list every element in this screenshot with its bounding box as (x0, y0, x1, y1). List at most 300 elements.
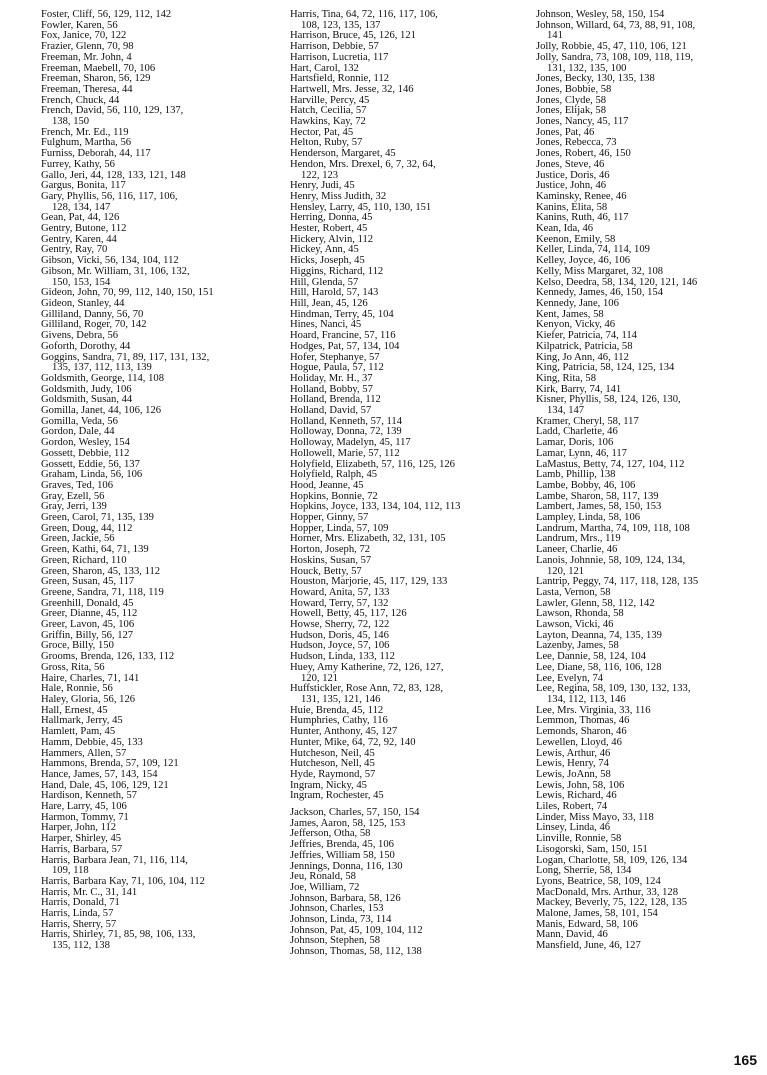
index-entry-line: Hale, Ronnie, 56 (41, 683, 113, 695)
index-entry-line: Hicks, Joseph, 45 (290, 255, 365, 267)
index-entry-line: Lewis, Henry, 74 (536, 758, 609, 770)
index-entry-line: Kelley, Joyce, 46, 106 (536, 255, 631, 267)
index-entry-line: Harris, Shirley, 71, 85, 98, 106, 133, (41, 929, 196, 941)
index-entry-continuation: 135, 137, 112, 113, 139 (52, 362, 152, 374)
index-entry-line: Givens, Debra, 56 (41, 330, 119, 342)
index-entry-line: Hines, Nanci, 45 (290, 319, 362, 331)
index-entry-line: Jeu, Ronald, 58 (290, 871, 356, 883)
index-entry-line: Fowler, Karen, 56 (41, 19, 118, 31)
index-entry-line: Jackson, Charles, 57, 150, 154 (290, 807, 420, 819)
index-entry-line: Harper, Shirley, 45 (41, 833, 122, 845)
index-entry-line: Lampley, Linda, 58, 106 (536, 512, 641, 524)
index-entry (536, 684, 762, 705)
index-entry-line: Hare, Larry, 45, 106 (41, 801, 127, 813)
index-entry-line: Holyfield, Elizabeth, 57, 116, 125, 126 (290, 458, 455, 470)
index-entry (290, 449, 522, 460)
index-entry-line: Grooms, Brenda, 126, 133, 112 (41, 651, 175, 663)
index-entry-line: Lemonds, Sharon, 46 (536, 726, 627, 738)
index-entry-line: Hamm, Debbie, 45, 133 (41, 736, 143, 748)
index-entry-line: Lewis, Arthur, 46 (536, 747, 611, 759)
index-entry-line: Hatch, Cecilia, 57 (290, 105, 367, 117)
index-entry-line: Hill, Glenda, 57 (290, 276, 359, 288)
index-entry-line: Kelly, Miss Margaret, 32, 108 (536, 265, 664, 277)
index-entry-line: Hart, Carol, 132 (290, 62, 359, 74)
index-entry-line: Gilliland, Danny, 56, 70 (41, 308, 144, 320)
index-entry-line: Helton, Ruby, 57 (290, 137, 363, 149)
index-entry-line: Johnson, Charles, 153 (290, 903, 384, 915)
index-entry-line: Lawler, Glenn, 58, 112, 142 (536, 597, 655, 609)
index-entry-line: Hartsfield, Ronnie, 112 (290, 73, 390, 85)
index-entry-line: Harper, John, 112 (41, 822, 117, 834)
index-entry-line: Lee, Dannie, 58, 124, 104 (536, 651, 647, 663)
index-entry (536, 21, 762, 42)
index-entry-line: Lambert, James, 58, 150, 153 (536, 501, 662, 513)
index-entry-line: Johnson, Thomas, 58, 112, 138 (290, 946, 422, 958)
index-entry-continuation: 134, 112, 113, 146 (547, 694, 626, 705)
index-entry-line: Johnson, Stephen, 58 (290, 935, 381, 947)
index-entry-line: Gray, Jerri, 139 (41, 501, 107, 513)
index-entry-line: Graves, Ted, 106 (41, 479, 114, 491)
index-entry (290, 160, 522, 181)
index-entry-continuation: 134, 147 (547, 405, 585, 417)
index-entry-line: Hopper, Ginny, 57 (290, 512, 369, 524)
index-entry-line: Green, Susan, 45, 117 (41, 576, 135, 588)
index-entry-continuation: 128, 134, 147 (52, 201, 111, 213)
index-entry-line: Kilpatrick, Patricia, 58 (536, 340, 633, 352)
index-entry-line: Huffstickler, Rose Ann, 72, 83, 128, (290, 683, 443, 695)
index-entry-line: Jeffries, William 58, 150 (290, 849, 395, 861)
index-entry-line: Holiday, Mr. H., 37 (290, 372, 373, 384)
index-entry-line: Mansfield, June, 46, 127 (536, 940, 641, 952)
index-entry-line: Foster, Cliff, 56, 129, 112, 142 (41, 9, 172, 20)
index-entry-line: Green, Carol, 71, 135, 139 (41, 512, 154, 524)
index-entry-line: Gean, Pat, 44, 126 (41, 212, 120, 224)
index-entry-line: Humphries, Cathy, 116 (290, 715, 388, 727)
index-entry-line: Greer, Lavon, 45, 106 (41, 619, 135, 631)
index-entry-line: Green, Richard, 110 (41, 554, 127, 566)
index-entry-continuation: 141 (547, 30, 563, 42)
page-number: 165 (733, 1052, 757, 1068)
index-entry-line: Johnson, Barbara, 58, 126 (290, 892, 401, 904)
index-entry-line: Gallo, Jeri, 44, 128, 133, 121, 148 (41, 169, 186, 181)
index-entry-line: Kaminsky, Renee, 46 (536, 190, 627, 202)
index-entry-line: Gray, Ezell, 56 (41, 490, 105, 502)
index-entry (536, 738, 762, 749)
index-entry-line: Lewis, Richard, 46 (536, 790, 617, 802)
index-entry-line: Mann, David, 46 (536, 929, 608, 941)
index-entry-line: Hill, Harold, 57, 143 (290, 287, 379, 299)
index-entry-line: MacDonald, Mrs. Arthur, 33, 128 (536, 886, 678, 898)
index-entry-line: Gordon, Dale, 44 (41, 426, 115, 438)
index-entry-line: Hopkins, Joyce, 133, 134, 104, 112, 113 (290, 501, 461, 513)
index-entry-line: Fulghum, Martha, 56 (41, 137, 132, 149)
index-entry-line: Mackey, Beverly, 75, 122, 128, 135 (536, 897, 688, 909)
index-entry (536, 374, 762, 385)
index-entry-line: Jones, Steve, 46 (536, 158, 605, 170)
index-entry-line: Howard, Terry, 57, 132 (290, 597, 389, 609)
index-entry-line: King, Rita, 58 (536, 372, 597, 384)
index-entry-line: Haley, Gloria, 56, 126 (41, 694, 136, 705)
index-entry-line: Fox, Janice, 70, 122 (41, 30, 127, 42)
index-entry (290, 947, 522, 958)
index-entry (536, 342, 762, 353)
index-entry (41, 53, 276, 64)
index-entry-line: French, David, 56, 110, 129, 137, (41, 105, 184, 117)
index-entry-line: Hammers, Allen, 57 (41, 747, 127, 759)
index-entry-line: Greenhill, Donald, 45 (41, 597, 134, 609)
index-entry-line: Gideon, John, 70, 99, 112, 140, 150, 151 (41, 287, 214, 299)
index-entry-line: Griffin, Billy, 56, 127 (41, 629, 134, 641)
index-entry-line: Lemmon, Thomas, 46 (536, 715, 630, 727)
index-entry-line: Howard, Anita, 57, 133 (290, 586, 390, 598)
index-entry-line: Greene, Sandra, 71, 118, 119 (41, 586, 164, 598)
index-entry (536, 663, 762, 674)
index-entry-line: Huie, Brenda, 45, 112 (290, 704, 384, 716)
index-entry-line: Jones, Elijak, 58 (536, 105, 607, 117)
index-entry-line: Hawkins, Kay, 72 (290, 116, 366, 128)
index-entry-line: King, Jo Ann, 46, 112 (536, 351, 629, 363)
index-entry-line: Johnson, Linda, 73, 114 (290, 914, 392, 926)
index-entry-line: Goldsmith, Judy, 106 (41, 383, 132, 395)
index-entry-line: Gentry, Butone, 112 (41, 223, 127, 235)
index-entry-line: Goforth, Dorothy, 44 (41, 340, 131, 352)
index-entry-line: Horner, Mrs. Elizabeth, 32, 131, 105 (290, 533, 446, 545)
index-entry-line: Lee, Regina, 58, 109, 130, 132, 133, (536, 683, 691, 695)
index-entry-line: Gibson, Vicki, 56, 134, 104, 112 (41, 255, 179, 267)
index-entry-line: Freeman, Mr. John, 4 (41, 51, 132, 63)
index-entry-line: James, Aaron, 58, 125, 153 (290, 817, 406, 829)
index-entry-line: Hall, Ernest, 45 (41, 704, 108, 716)
index-entry-line: Hester, Robert, 45 (290, 223, 368, 235)
index-entry-continuation: 131, 135, 121, 146 (301, 694, 381, 705)
index-entry-line: Henry, Judi, 45 (290, 180, 355, 192)
index-entry-line: Holland, Bobby, 57 (290, 383, 373, 395)
index-entry (536, 941, 762, 952)
index-entry-line: Hudson, Linda, 133, 112 (290, 651, 395, 663)
index-entry-line: Johnson, Willard, 64, 73, 88, 91, 108, (536, 19, 696, 31)
index-entry-line: Kelso, Deedra, 58, 134, 120, 121, 146 (536, 276, 698, 288)
index-entry-line: Lee, Diane, 58, 116, 106, 128 (536, 661, 662, 673)
index-entry-line: Graham, Linda, 56, 106 (41, 469, 143, 481)
index-entry-line: Holland, Kenneth, 57, 114 (290, 415, 402, 427)
index-entry (290, 663, 522, 684)
index-entry-line: Gordon, Wesley, 154 (41, 437, 130, 449)
index-entry-line: Goldsmith, Susan, 44 (41, 394, 133, 406)
index-entry-line: Freeman, Theresa, 44 (41, 83, 133, 95)
index-entry-line: Malone, James, 58, 101, 154 (536, 908, 658, 920)
index-entry (536, 395, 762, 416)
index-entry-line: Lasta, Vernon, 58 (536, 586, 611, 598)
index-entry-line: Jones, Robert, 46, 150 (536, 148, 631, 160)
index-entry-line: Hogue, Paula, 57, 112 (290, 362, 384, 374)
index-entry (290, 374, 522, 385)
index-entry-line: Green, Jackie, 56 (41, 533, 115, 545)
index-entry-line: Lamar, Lynn, 46, 117 (536, 447, 627, 459)
index-entry-line: Hutcheson, Neil, 45 (290, 747, 375, 759)
index-entry-line: Lanois, Johnnie, 58, 109, 124, 134, (536, 554, 686, 566)
index-entry-line: Hector, Pat, 45 (290, 126, 354, 138)
index-entry-line: Freeman, Maebell, 70, 106 (41, 62, 156, 74)
index-entry-line: Horton, Joseph, 72 (290, 544, 371, 556)
index-entry-line: Justice, John, 46 (536, 180, 607, 192)
index-entry (41, 342, 276, 353)
index-entry-line: Lee, Mrs. Virginia, 33, 116 (536, 704, 651, 716)
index-entry-line: Hunter, Mike, 64, 72, 92, 140 (290, 736, 416, 748)
index-entry (290, 738, 522, 749)
index-column-3 (536, 10, 762, 952)
index-entry-line: Hollowell, Marie, 57, 112 (290, 447, 400, 459)
index-entry-continuation: 108, 123, 135, 137 (301, 19, 381, 31)
index-entry-line: Goggins, Sandra, 71, 89, 117, 131, 132, (41, 351, 210, 363)
index-entry-line: Hickery, Alvin, 112 (290, 233, 374, 245)
index-entry-line: Henry, Miss Judith, 32 (290, 190, 387, 202)
index-entry-line: Jones, Pat, 46 (536, 126, 595, 138)
index-entry-line: Kramer, Cheryl, 58, 117 (536, 415, 639, 427)
index-entry-line: Manis, Edward, 58, 106 (536, 918, 638, 930)
index-entry-line: Ingram, Nicky, 45 (290, 779, 367, 791)
index-entry-line: Harris, Tina, 64, 72, 116, 117, 106, (290, 9, 438, 20)
index-entry-line: Hudson, Doris, 45, 146 (290, 629, 389, 641)
index-entry-line: Hand, Dale, 45, 106, 129, 121 (41, 779, 169, 791)
index-entry-line: Harris, Linda, 57 (41, 908, 114, 920)
index-entry-line: Gargus, Bonita, 117 (41, 180, 126, 192)
index-entry-line: Kennedy, James, 46, 150, 154 (536, 287, 664, 299)
index-entry-line: Jolly, Robbie, 45, 47, 110, 106, 121 (536, 41, 687, 53)
index-entry-line: Hendon, Mrs. Drexel, 6, 7, 32, 64, (290, 158, 436, 170)
index-entry-line: Hill, Jean, 45, 126 (290, 297, 368, 309)
index-entry-line: Hunter, Anthony, 45, 127 (290, 726, 398, 738)
index-entry-line: Groce, Billy, 150 (41, 640, 114, 652)
index-entry (41, 353, 276, 374)
index-entry (41, 106, 276, 127)
index-entry-line: Kanins, Ruth, 46, 117 (536, 212, 629, 224)
index-entry-line: Gomilla, Veda, 56 (41, 415, 118, 427)
index-entry-line: Harris, Barbara Jean, 71, 116, 114, (41, 854, 188, 866)
index-entry-line: Harris, Barbara, 57 (41, 843, 123, 855)
index-entry-line: Gideon, Stanley, 44 (41, 297, 125, 309)
index-entry (290, 342, 522, 353)
index-entry-line: Gomilla, Janet, 44, 106, 126 (41, 405, 162, 417)
index-entry-line: Gilliland, Roger, 70, 142 (41, 319, 147, 331)
index-entry-line: Gossett, Eddie, 56, 137 (41, 458, 140, 470)
index-entry (536, 449, 762, 460)
index-entry (536, 160, 762, 171)
index-entry-line: Liles, Robert, 74 (536, 801, 608, 813)
index-entry-line: Landrum, Mrs., 119 (536, 533, 621, 545)
index-entry (536, 556, 762, 577)
index-column-2 (290, 10, 522, 958)
index-entry-line: Kirk, Barry, 74, 141 (536, 383, 622, 395)
index-entry-line: Hood, Jeanne, 45 (290, 479, 364, 491)
index-entry-line: Jolly, Sandra, 73, 108, 109, 118, 119, (536, 51, 694, 63)
index-entry-line: Jones, Clyde, 58 (536, 94, 607, 106)
index-entry-line: Green, Kathi, 64, 71, 139 (41, 544, 149, 556)
index-entry-line: Landrum, Martha, 74, 109, 118, 108 (536, 522, 690, 534)
index-entry-line: Jones, Bobbie, 58 (536, 83, 612, 95)
index-entry (290, 684, 522, 705)
index-entry-line: Jennings, Donna, 116, 130 (290, 860, 403, 872)
index-entry (290, 851, 522, 862)
index-entry-continuation: 138, 150 (52, 116, 90, 128)
index-entry (41, 663, 276, 674)
index-entry-line: Lambe, Bobby, 46, 106 (536, 479, 636, 491)
index-entry-line: Harville, Percy, 45 (290, 94, 370, 106)
index-entry-line: Houck, Betty, 57 (290, 565, 362, 577)
index-entry-line: Lyons, Beatrice, 58, 109, 124 (536, 875, 661, 887)
index-entry-line: Harrison, Debbie, 57 (290, 41, 379, 53)
index-entry-line: Hopkins, Bonnie, 72 (290, 490, 378, 502)
index-entry-line: Linville, Ronnie, 58 (536, 833, 622, 845)
index-entry-continuation: 120, 121 (301, 672, 339, 684)
index-entry-line: Jones, Becky, 130, 135, 138 (536, 73, 655, 85)
index-entry-line: Haire, Charles, 71, 141 (41, 672, 140, 684)
index-entry-line: Lewis, John, 58, 106 (536, 779, 625, 791)
index-entry-line: Jones, Nancy, 45, 117 (536, 116, 629, 128)
index-entry-line: LaMastus, Betty, 74, 127, 104, 112 (536, 458, 685, 470)
index-entry-line: Kean, Ida, 46 (536, 223, 594, 235)
index-entry-line: Holyfield, Ralph, 45 (290, 469, 378, 481)
index-entry-line: Lamb, Phillip, 138 (536, 469, 616, 481)
index-entry-line: Hoskins, Susan, 57 (290, 554, 372, 566)
index-entry-line: Hance, James, 57, 143, 154 (41, 768, 158, 780)
index-entry-line: Holloway, Madelyn, 45, 117 (290, 437, 411, 449)
index-entry-line: Hartwell, Mrs. Jesse, 32, 146 (290, 83, 414, 95)
index-entry-line: Gibson, Mr. William, 31, 106, 132, (41, 265, 190, 277)
index-entry-line: Hyde, Raymond, 57 (290, 768, 376, 780)
index-entry-line: Ingram, Rochester, 45 (290, 790, 384, 802)
index-entry-line: Hutcheson, Nell, 45 (290, 758, 375, 770)
index-entry-line: Kennedy, Jane, 106 (536, 297, 619, 309)
index-entry-line: Holland, Brenda, 112 (290, 394, 381, 406)
index-entry-line: Holloway, Donna, 72, 139 (290, 426, 402, 438)
index-entry-line: Jeffries, Brenda, 45, 106 (290, 839, 394, 851)
index-entry-line: Hickey, Ann, 45 (290, 244, 359, 256)
index-entry-line: Gossett, Debbie, 112 (41, 447, 130, 459)
index-entry-line: Linder, Miss Mayo, 33, 118 (536, 811, 654, 823)
index-entry-line: Green, Doug, 44, 112 (41, 522, 133, 534)
index-entry-line: Keenon, Emily, 58 (536, 233, 616, 245)
index-entry-line: Hudson, Joyce, 57, 106 (290, 640, 390, 652)
index-entry-line: Harris, Barbara Kay, 71, 106, 104, 112 (41, 875, 205, 887)
index-entry-line: Furrey, Kathy, 56 (41, 158, 115, 170)
index-entry-line: Lisogorski, Sam, 150, 151 (536, 843, 648, 855)
index-entry-line: Frazier, Glenn, 70, 98 (41, 41, 134, 53)
index-entry (41, 556, 276, 567)
index-entry-line: Freeman, Sharon, 56, 129 (41, 73, 151, 85)
index-entry (290, 556, 522, 567)
index-entry-line: Lewis, JoAnn, 58 (536, 768, 611, 780)
index-entry-continuation: 120, 121 (547, 565, 585, 577)
index-entry-line: Harrison, Bruce, 45, 126, 121 (290, 30, 416, 42)
index-entry (41, 267, 276, 288)
index-entry (536, 53, 762, 74)
index-entry (41, 845, 276, 856)
index-entry-line: Kent, James, 58 (536, 308, 604, 320)
index-entry-line: Jefferson, Otha, 58 (290, 828, 371, 840)
index-entry-line: Herring, Donna, 45 (290, 212, 373, 224)
index-entry-line: Long, Sherrie, 58, 134 (536, 865, 632, 877)
index-entry-line: Hardison, Kenneth, 57 (41, 790, 137, 802)
index-entry-line: Hensley, Larry, 45, 110, 130, 151 (290, 201, 432, 213)
index-entry-line: Gentry, Ray, 70 (41, 244, 108, 256)
index-entry-line: Gross, Rita, 56 (41, 661, 105, 673)
index-entry-line: Kisner, Phyllis, 58, 124, 126, 130, (536, 394, 681, 406)
index-entry-line: Johnson, Wesley, 58, 150, 154 (536, 9, 665, 20)
index-entry (290, 791, 522, 802)
index-entry-line: Johnson, Pat, 45, 109, 104, 112 (290, 924, 423, 936)
index-entry (41, 930, 276, 951)
index-entry-line: Hamlett, Pam, 45 (41, 726, 116, 738)
index-entry-line: Hodges, Pat, 57, 134, 104 (290, 340, 400, 352)
index-entry-line: Hammons, Brenda, 57, 109, 121 (41, 758, 179, 770)
index-entry (41, 449, 276, 460)
index-entry-line: Hindman, Terry, 45, 104 (290, 308, 394, 320)
index-entry-line: Kenyon, Vicky, 46 (536, 319, 616, 331)
index-entry-line: Gary, Phyllis, 56, 116, 117, 106, (41, 190, 178, 202)
index-entry-line: Layton, Deanna, 74, 135, 139 (536, 629, 662, 641)
index-entry-line: Howse, Sherry, 72, 122 (290, 619, 390, 631)
index-entry (536, 267, 762, 278)
index-entry-line: Kiefer, Patricia, 74, 114 (536, 330, 637, 342)
index-entry-line: Logan, Charlotte, 58, 109, 126, 134 (536, 854, 688, 866)
index-entry-line: Green, Sharon, 45, 133, 112 (41, 565, 161, 577)
index-entry-line: Henderson, Margaret, 45 (290, 148, 396, 160)
index-entry (536, 845, 762, 856)
index-entry-line: Higgins, Richard, 112 (290, 265, 384, 277)
index-entry-line: Hallmark, Jerry, 45 (41, 715, 123, 727)
index-entry-line: Lazenby, James, 58 (536, 640, 619, 652)
index-entry-line: Lambe, Sharon, 58, 117, 139 (536, 490, 659, 502)
index-entry (41, 856, 276, 877)
index-entry-line: Furniss, Deborah, 44, 117 (41, 148, 151, 160)
index-entry-line: Lantrip, Peggy, 74, 117, 118, 128, 135 (536, 576, 699, 588)
index-entry-line: Holland, David, 57 (290, 405, 372, 417)
index-entry-line: Harmon, Tommy, 71 (41, 811, 129, 823)
index-entry-line: Jones, Rebecca, 73 (536, 137, 617, 149)
index-entry-line: Huey, Amy Katherine, 72, 126, 127, (290, 661, 444, 673)
index-entry-line: King, Patricia, 58, 124, 125, 134 (536, 362, 675, 374)
index-entry-line: Kanins, Elita, 58 (536, 201, 608, 213)
index-entry-line: Harrison, Lucretia, 117 (290, 51, 389, 63)
index-entry (41, 374, 276, 385)
index-entry-continuation: 109, 118 (52, 865, 89, 877)
index-entry-line: Laneer, Charlie, 46 (536, 544, 618, 556)
index-entry-line: Harris, Mr. C., 31, 141 (41, 886, 138, 898)
index-entry (41, 738, 276, 749)
index-entry-line: Hofer, Stephanye, 57 (290, 351, 380, 363)
index-entry (290, 53, 522, 64)
index-column-1 (41, 10, 276, 952)
index-entry-line: Gentry, Karen, 44 (41, 233, 117, 245)
index-entry-line: Houston, Marjorie, 45, 117, 129, 133 (290, 576, 448, 588)
index-entry-line: Linsey, Linda, 46 (536, 822, 611, 834)
index-entry-continuation: 135, 112, 138 (52, 940, 110, 952)
index-entry-line: Lawson, Vicki, 46 (536, 619, 614, 631)
index-entry-line: Lewellen, Lloyd, 46 (536, 736, 622, 748)
index-entry-line: Harris, Sherry, 57 (41, 918, 117, 930)
index-entry-continuation: 122, 123 (301, 169, 339, 181)
index-entry-line: Goldsmith, George, 114, 108 (41, 372, 164, 384)
index-entry (41, 160, 276, 171)
index-entry-line: Justice, Doris, 46 (536, 169, 610, 181)
index-entry (290, 267, 522, 278)
index-entry-line: Lamar, Doris, 106 (536, 437, 614, 449)
index-entry (290, 10, 522, 31)
index-entry (41, 192, 276, 213)
index-entry-line: Howell, Betty, 45, 117, 126 (290, 608, 407, 620)
index-entry-line: Keller, Linda, 74, 114, 109 (536, 244, 650, 256)
index-entry-line: Ladd, Charlette, 46 (536, 426, 618, 438)
